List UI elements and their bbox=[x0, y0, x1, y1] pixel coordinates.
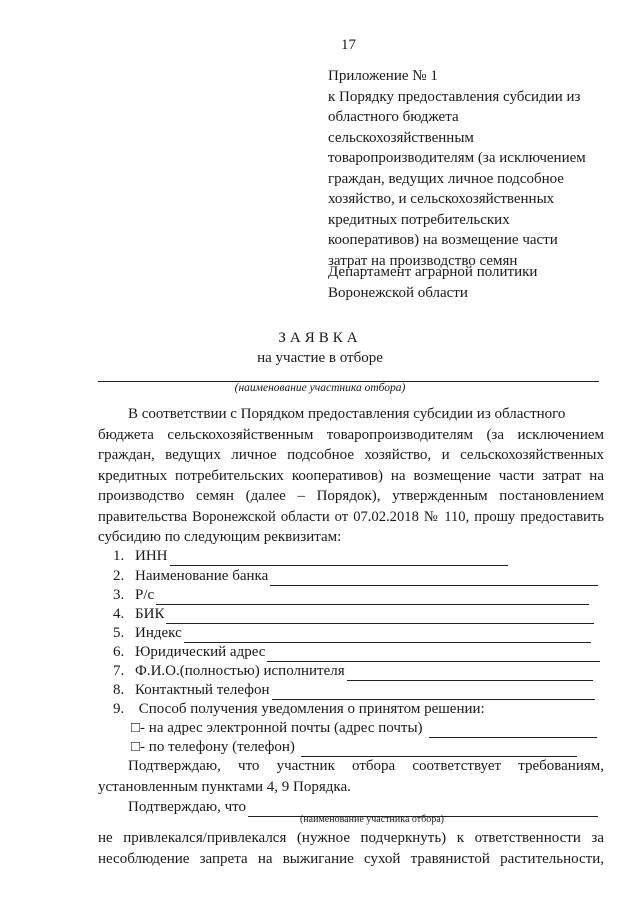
intro-line: В соответствии с Порядком предоставления субсидии из областного bbox=[128, 406, 566, 422]
phone-field[interactable] bbox=[301, 742, 577, 757]
email-field[interactable] bbox=[429, 723, 597, 738]
tail-line: несоблюдение запрета на выжигание сухой травянистой растительности, bbox=[98, 850, 604, 867]
confirm-paragraph-2: Подтверждаю, что bbox=[128, 797, 598, 817]
inn-field[interactable] bbox=[170, 551, 508, 566]
appendix-line: граждан, ведущих личное подсобное bbox=[328, 170, 564, 187]
list-item-index: 5. Индекс bbox=[113, 623, 591, 643]
appendix-line: товаропроизводителям (за исключением bbox=[328, 150, 586, 166]
intro-line: производство семян (далее – Порядок), утвержденным постановлением bbox=[98, 488, 604, 504]
tail-line: не привлекался/привлекался (нужное подчеркнуть) к ответственности за bbox=[98, 830, 604, 846]
confirm-line: установленным пунктами 4, 9 Порядка. bbox=[98, 778, 351, 795]
legal-address-field[interactable] bbox=[267, 647, 600, 662]
document-subtitle: на участие в отборе bbox=[257, 350, 383, 366]
intro-line: бюджета сельскохозяйственным товаропроизводителям (за исключением bbox=[98, 426, 604, 443]
list-item-inn: 1. ИНН bbox=[113, 546, 508, 566]
confirm-line: Подтверждаю, что участник отбора соответствует требованиям, bbox=[128, 758, 604, 774]
appendix-line: затрат на производство семян bbox=[328, 252, 518, 269]
index-field[interactable] bbox=[184, 628, 591, 643]
appendix-line: хозяйство, и сельскохозяйственных bbox=[328, 191, 555, 207]
appendix-line: кооперативов) на возмещение части bbox=[328, 232, 558, 248]
executor-name-field[interactable] bbox=[347, 666, 593, 681]
intro-line: субсидию по следующим реквизитам: bbox=[98, 529, 342, 545]
appendix-line: сельскохозяйственным bbox=[328, 129, 474, 146]
appendix-header bbox=[328, 66, 628, 271]
list-item-bik: 4. БИК bbox=[113, 604, 594, 624]
department-line: Департамент аграрной политики bbox=[328, 264, 538, 280]
appendix-line: кредитных потребительских bbox=[328, 211, 510, 228]
bank-name-field[interactable] bbox=[270, 571, 598, 586]
intro-paragraph bbox=[98, 404, 604, 548]
list-item-executor: 7. Ф.И.О.(полностью) исполнителя bbox=[113, 661, 593, 681]
appendix-line: областного бюджета bbox=[328, 109, 459, 125]
list-item-account: 3. Р/с bbox=[113, 585, 589, 605]
intro-line: правительства Воронежской области от 07.02.2018 № 110, прошу предоставить bbox=[98, 508, 604, 525]
intro-line: граждан, ведущих личное подсобное хозяйство, и сельскохозяйственных bbox=[98, 447, 604, 463]
bik-field[interactable] bbox=[166, 609, 594, 624]
list-item-bank: 2. Наименование банка bbox=[113, 566, 598, 586]
option-phone[interactable]: □- по телефону (телефон) bbox=[131, 737, 577, 757]
tail-paragraph bbox=[98, 828, 604, 869]
list-item-legal-address: 6. Юридический адрес bbox=[113, 642, 600, 662]
intro-line: кредитных потребительских кооперативов) на возмещение части затрат на bbox=[98, 467, 604, 484]
department-line: Воронежской области bbox=[328, 284, 468, 301]
contact-phone-field[interactable] bbox=[272, 685, 595, 700]
document-title: ЗАЯВКА bbox=[278, 330, 362, 346]
appendix-line: Приложение № 1 bbox=[328, 68, 438, 84]
appendix-line: к Порядку предоставления субсидии из bbox=[328, 88, 581, 105]
confirm-participant-caption: (наименование участника отбора) bbox=[300, 814, 444, 825]
list-item-phone: 8. Контактный телефон bbox=[113, 680, 595, 700]
confirm-paragraph-1 bbox=[98, 756, 604, 797]
department-addressee bbox=[328, 262, 537, 303]
list-item-notification: 9. Способ получения уведомления о принятом решении: bbox=[113, 701, 485, 717]
participant-name-caption: (наименование участника отбора) bbox=[234, 382, 406, 394]
option-email[interactable]: □- на адрес электронной почты (адрес почты) bbox=[131, 718, 597, 738]
account-field[interactable] bbox=[156, 590, 589, 605]
page-number: 17 bbox=[341, 37, 356, 53]
